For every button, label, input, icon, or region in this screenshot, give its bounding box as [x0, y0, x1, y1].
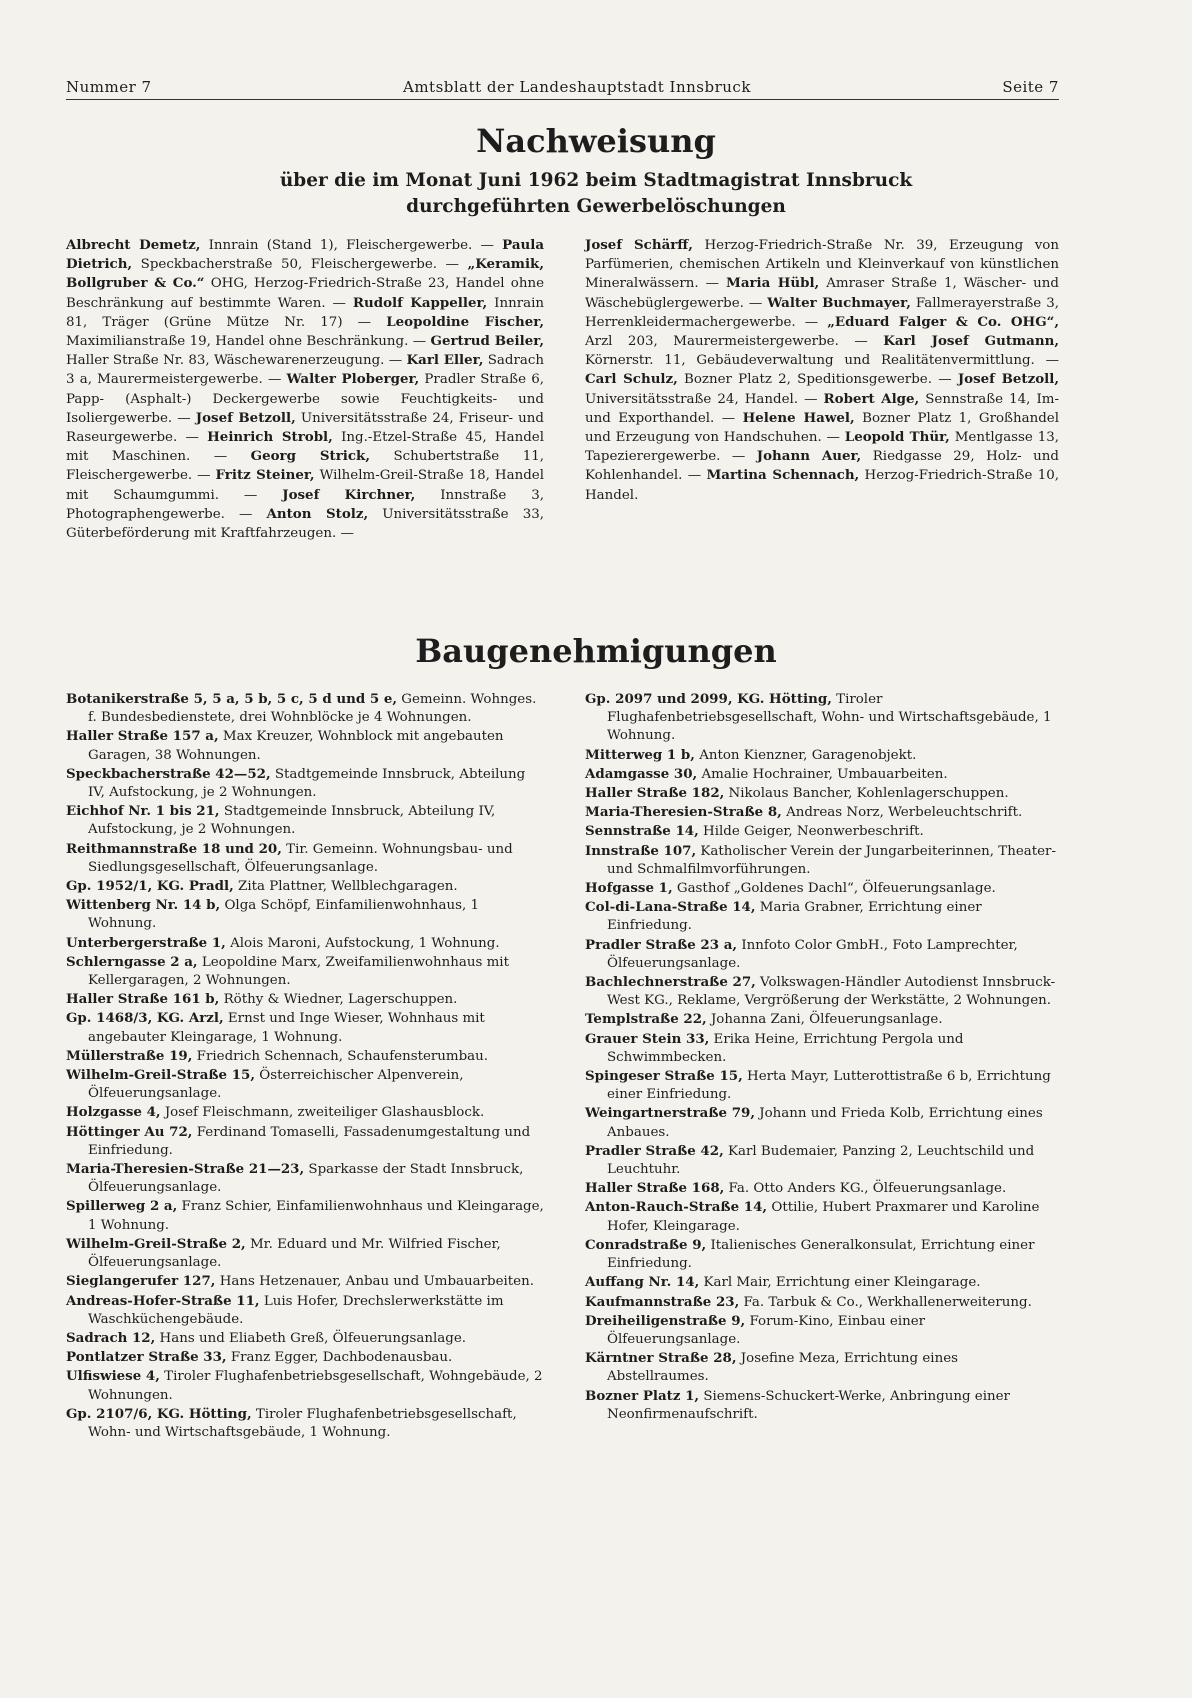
- delisted-business-details: Innstraße 3, Photographengewerbe. —: [66, 487, 544, 522]
- baugenehmigungen-column-right: [585, 690, 1059, 1424]
- permit-location: Bozner Platz 1,: [585, 1387, 700, 1404]
- permit-details: Josef Fleischmann, zweiteiliger Glashausblock.: [160, 1105, 485, 1121]
- permit-details: Franz Egger, Dachbodenausbau.: [226, 1350, 453, 1366]
- delisted-business-name: „Eduard Falger & Co. OHG“,: [827, 313, 1059, 330]
- delisted-business-details: Universitätsstraße 24, Friseur- und Raseurgewerbe. —: [66, 410, 544, 446]
- permit-entry: [585, 746, 1059, 765]
- delisted-business-name: Paula Dietrich,: [66, 237, 545, 273]
- permit-details: Ernst und Inge Wieser, Wohnhaus mit angebauter Kleingarage, 1 Wohnung.: [88, 1011, 485, 1045]
- permit-entry: [66, 1103, 544, 1122]
- permit-entry: [585, 1293, 1059, 1312]
- delisted-business-name: Josef Schärff,: [585, 237, 693, 253]
- permit-location: Wilhelm-Greil-Straße 2,: [66, 1235, 246, 1252]
- permit-location: Kaufmannstraße 23,: [585, 1293, 740, 1310]
- delisted-business-details: Mentlgasse 13, Tapezierergewerbe. —: [585, 430, 1059, 465]
- permit-entry: [585, 1236, 1059, 1273]
- permit-location: Andreas-Hofer-Straße 11,: [66, 1292, 260, 1309]
- permit-details: Siemens-Schuckert-Werke, Anbringung einer Neonfirmenaufschrift.: [607, 1388, 1010, 1422]
- permit-location: Holzgasse 4,: [66, 1104, 161, 1121]
- permit-location: Speckbacherstraße 42—52,: [66, 765, 271, 782]
- permit-entry: [66, 1367, 544, 1404]
- permit-entry: [66, 727, 544, 764]
- permit-details: Johanna Zani, Ölfeuerungsanlage.: [706, 1012, 943, 1028]
- permit-location: Sadrach 12,: [66, 1329, 156, 1346]
- delisted-business-details: Sadrach 3 a, Maurermeistergewerbe. —: [66, 353, 544, 388]
- permit-details: Johann und Frieda Kolb, Errichtung eines Anbaues.: [607, 1106, 1043, 1140]
- section-title-baugenehmigungen: Baugenehmigungen: [415, 632, 777, 670]
- permit-details: Herta Mayr, Lutterottistraße 6 b, Errichtung einer Einfriedung.: [607, 1069, 1051, 1103]
- delisted-business-details: Bozner Platz 2, Speditionsgewerbe. —: [677, 372, 958, 388]
- permit-entry: [66, 1348, 544, 1367]
- permit-details: Andreas Norz, Werbeleuchtschrift.: [781, 805, 1023, 821]
- permit-details: Karl Mair, Errichtung einer Kleingarage.: [699, 1275, 981, 1291]
- permit-entry: [66, 1272, 544, 1291]
- permit-details: Leopoldine Marx, Zweifamilienwohnhaus mit Kellergaragen, 2 Wohnungen.: [88, 954, 509, 989]
- permit-entry: [66, 1405, 544, 1442]
- permit-details: Volkswagen-Händler Autodienst Innsbruck-West KG., Reklame, Vergrößerung der Werkstätte, 2 Wohnungen.: [607, 975, 1056, 1009]
- permit-details: Forum-Kino, Einbau einer Ölfeuerungsanlage.: [607, 1313, 926, 1347]
- delisted-business-details: Amraser Straße 1, Wäscher- und Wäschebüglergewerbe. —: [585, 276, 1059, 311]
- permit-location: Müllerstraße 19,: [66, 1047, 193, 1064]
- permit-details: Maria Grabner, Errichtung einer Einfriedung.: [607, 900, 982, 934]
- permit-details: Gasthof „Goldenes Dachl“, Ölfeuerungsanlage.: [672, 881, 996, 897]
- delisted-business-name: Heinrich Strobl,: [207, 429, 333, 446]
- permit-entry: [585, 1030, 1059, 1067]
- permit-entry: [585, 690, 1059, 746]
- baugenehmigungen-column-left: [66, 690, 544, 1442]
- permit-details: Erika Heine, Errichtung Pergola und Schwimmbecken.: [607, 1031, 964, 1065]
- permit-details: Friedrich Schennach, Schaufensterumbau.: [192, 1048, 489, 1064]
- permit-entry: [66, 934, 544, 953]
- page-number: Seite 7: [1002, 78, 1059, 96]
- delisted-business-details: Speckbacherstraße 50, Fleischergewerbe. —: [132, 257, 468, 273]
- permit-location: Gp. 2097 und 2099, KG. Hötting,: [585, 691, 832, 707]
- permit-entry: [66, 1160, 544, 1197]
- permit-location: Maria-Theresien-Straße 8,: [585, 804, 782, 821]
- permit-details: Zita Plattner, Wellblechgaragen.: [233, 879, 458, 895]
- delisted-business-name: Maria Hübl,: [726, 275, 820, 292]
- delisted-business-details: Wilhelm-Greil-Straße 18, Handel mit Schaumgummi. —: [66, 468, 545, 503]
- permit-entry: [585, 1273, 1059, 1292]
- permit-details: Tiroler Flughafenbetriebsgesellschaft, Wohn- und Wirtschaftsgebäude, 1 Wohnung.: [88, 1406, 517, 1440]
- permit-entry: [585, 1387, 1059, 1424]
- permit-details: Italienisches Generalkonsulat, Errichtung einer Einfriedung.: [607, 1237, 1035, 1272]
- permit-location: Innstraße 107,: [585, 842, 697, 859]
- permit-location: Gp. 2107/6, KG. Hötting,: [66, 1405, 252, 1422]
- permit-entry: [66, 1329, 544, 1348]
- delisted-business-details: Herzog-Friedrich-Straße 10, Handel.: [585, 468, 1059, 503]
- permit-location: Wittenberg Nr. 14 b,: [66, 897, 221, 914]
- permit-details: Sparkasse der Stadt Innsbruck, Ölfeuerungsanlage.: [88, 1162, 524, 1196]
- permit-location: Hofgasse 1,: [585, 880, 673, 897]
- delisted-business-name: Josef Betzoll,: [195, 409, 296, 426]
- delisted-business-details: Universitätsstraße 33, Güterbeförderung mit Kraftfahrzeugen. —: [66, 506, 545, 542]
- delisted-business-name: Leopoldine Fischer,: [386, 313, 544, 330]
- delisted-business-details: Schubertstraße 11, Fleischergewerbe. —: [66, 449, 544, 484]
- permit-entry: [66, 953, 544, 990]
- permit-location: Spingeser Straße 15,: [585, 1068, 743, 1085]
- section-subtitle-line2: durchgeführten Gewerbelöschungen: [406, 196, 786, 217]
- permit-details: Luis Hofer, Drechslerwerkstätte im Waschküchengebäude.: [88, 1293, 504, 1327]
- permit-entry: [66, 1009, 544, 1046]
- permit-details: Innfoto Color GmbH., Foto Lamprechter, Ölfeuerungsanlage.: [607, 937, 1018, 971]
- section-title-nachweisung: Nachweisung: [476, 122, 716, 160]
- permit-entry: [585, 1179, 1059, 1198]
- permit-location: Pontlatzer Straße 33,: [66, 1349, 227, 1366]
- delisted-business-name: Gertrud Beiler,: [430, 333, 544, 350]
- delisted-business-name: Leopold Thür,: [844, 429, 950, 446]
- permit-location: Weingartnerstraße 79,: [585, 1105, 755, 1122]
- delisted-business-name: Georg Strick,: [250, 448, 370, 465]
- permit-location: Sennstraße 14,: [585, 823, 699, 840]
- nachweisung-column-right: [585, 236, 1059, 505]
- delisted-business-details: Bozner Platz 1, Großhandel und Erzeugung von Handschuhen. —: [585, 410, 1059, 446]
- permit-details: Franz Schier, Einfamilienwohnhaus und Kleingarage, 1 Wohnung.: [88, 1199, 544, 1233]
- delisted-business-name: Walter Ploberger,: [286, 371, 420, 388]
- permit-location: Reithmannstraße 18 und 20,: [66, 840, 282, 857]
- delisted-business-name: Fritz Steiner,: [215, 467, 315, 484]
- permit-details: Röthy & Wiedner, Lagerschuppen.: [219, 992, 458, 1008]
- permit-location: Maria-Theresien-Straße 21—23,: [66, 1161, 305, 1178]
- permit-location: Eichhof Nr. 1 bis 21,: [66, 803, 220, 820]
- permit-location: Haller Straße 161 b,: [66, 991, 220, 1008]
- permit-entry: [585, 1067, 1059, 1104]
- permit-entry: [585, 1312, 1059, 1349]
- delisted-business-details: Sennstraße 14, Im- und Exporthandel. —: [585, 391, 1059, 426]
- permit-entry: [66, 877, 544, 896]
- permit-entry: [585, 803, 1059, 822]
- delisted-business-details: Riedgasse 29, Holz- und Kohlenhandel. —: [585, 449, 1059, 484]
- permit-details: Olga Schöpf, Einfamilienwohnhaus, 1 Wohnung.: [88, 898, 480, 932]
- permit-location: Wilhelm-Greil-Straße 15,: [66, 1067, 256, 1084]
- delisted-business-name: „Keramik, Bollgruber & Co.“: [66, 256, 544, 292]
- permit-details: Hans und Eliabeth Greß, Ölfeuerungsanlage.: [155, 1330, 467, 1346]
- delisted-business-details: Herzog-Friedrich-Straße Nr. 39, Erzeugung von Parfümerien, chemischen Artikeln und Kleinverkauf von künstlichen Mineralwässern. —: [585, 238, 1059, 292]
- permit-entry: [585, 879, 1059, 898]
- delisted-business-details: Maximilianstraße 19, Handel ohne Beschränkung. —: [66, 334, 431, 350]
- permit-entry: [66, 840, 544, 877]
- permit-entry: [585, 973, 1059, 1010]
- permit-location: Schlerngasse 2 a,: [66, 953, 198, 970]
- delisted-business-name: Rudolf Kappeller,: [352, 294, 488, 311]
- permit-details: Josefine Meza, Errichtung eines Abstellraumes.: [607, 1351, 958, 1385]
- permit-entry: [66, 1123, 544, 1160]
- permit-location: Ulfiswiese 4,: [66, 1368, 160, 1385]
- permit-entry: [585, 1198, 1059, 1235]
- permit-location: Pradler Straße 42,: [585, 1142, 724, 1159]
- delisted-business-name: Robert Alge,: [823, 390, 920, 407]
- delisted-business-name: Martina Schennach,: [706, 467, 860, 484]
- permit-details: Stadtgemeinde Innsbruck, Abteilung IV, Aufstockung, je 2 Wohnungen.: [88, 804, 496, 838]
- permit-location: Spillerweg 2 a,: [66, 1198, 178, 1215]
- delisted-business-name: Anton Stolz,: [266, 505, 369, 522]
- permit-details: Fa. Otto Anders KG., Ölfeuerungsanlage.: [724, 1181, 1007, 1197]
- delisted-business-name: Josef Betzoll,: [957, 371, 1059, 388]
- permit-entry: [66, 1066, 544, 1103]
- permit-location: Gp. 1952/1, KG. Pradl,: [66, 878, 234, 895]
- permit-entry: [66, 1197, 544, 1234]
- delisted-business-name: Carl Schulz,: [585, 371, 678, 388]
- permit-entry: [66, 690, 544, 727]
- permit-details: Karl Budemaier, Panzing 2, Leuchtschild und Leuchtuhr.: [607, 1143, 1035, 1178]
- permit-entry: [585, 1104, 1059, 1141]
- nachweisung-column-left: [66, 236, 544, 543]
- permit-entry: [585, 822, 1059, 841]
- permit-details: Mr. Eduard und Mr. Wilfried Fischer, Ölfeuerungsanlage.: [88, 1236, 501, 1271]
- delisted-business-details: Haller Straße Nr. 83, Wäschewarenerzeugung. —: [66, 353, 407, 369]
- permit-details: Amalie Hochrainer, Umbauarbeiten.: [697, 766, 948, 782]
- delisted-business-details: OHG, Herzog-Friedrich-Straße 23, Handel ohne Beschränkung auf bestimmte Waren. —: [66, 276, 544, 311]
- delisted-business-details: Innrain (Stand 1), Fleischergewerbe. —: [200, 238, 503, 253]
- permit-details: Katholischer Verein der Jungarbeiterinnen, Theater- und Schmalfilmvorführungen.: [607, 843, 1056, 877]
- permit-location: Grauer Stein 33,: [585, 1030, 710, 1047]
- permit-location: Templstraße 22,: [585, 1011, 707, 1028]
- permit-entry: [66, 896, 544, 933]
- permit-entry: [66, 1235, 544, 1272]
- delisted-business-name: Helene Hawel,: [742, 409, 855, 426]
- permit-location: Pradler Straße 23 a,: [585, 936, 738, 953]
- delisted-business-name: Karl Josef Gutmann,: [883, 333, 1059, 350]
- permit-location: Sieglangerufer 127,: [66, 1273, 216, 1290]
- delisted-business-details: Fallmerayerstraße 3, Herrenkleidermachergewerbe. —: [585, 295, 1059, 330]
- delisted-business-details: Universitätsstraße 24, Handel. —: [585, 391, 824, 407]
- permit-location: Botanikerstraße 5, 5 a, 5 b, 5 c, 5 d und 5 e,: [66, 691, 397, 707]
- permit-details: Hilde Geiger, Neonwerbeschrift.: [698, 824, 924, 840]
- permit-entry: [66, 1292, 544, 1329]
- permit-details: Tir. Gemeinn. Wohnungsbau- und Siedlungsgesellschaft, Ölfeuerungsanlage.: [88, 841, 513, 875]
- permit-details: Ottilie, Hubert Praxmarer und Karoline Hofer, Kleingarage.: [607, 1200, 1040, 1234]
- permit-entry: [585, 936, 1059, 973]
- delisted-business-details: Ing.-Etzel-Straße 45, Handel mit Maschinen. —: [66, 430, 544, 465]
- permit-location: Haller Straße 157 a,: [66, 728, 219, 745]
- permit-location: Haller Straße 168,: [585, 1180, 725, 1197]
- permit-details: Tiroler Flughafenbetriebsgesellschaft, Wohn- und Wirtschaftsgebäude, 1 Wohnung.: [607, 692, 1052, 744]
- permit-entry: [585, 898, 1059, 935]
- delisted-business-details: Innrain 81, Träger (Grüne Mütze Nr. 17) —: [66, 295, 545, 330]
- publication-title: Amtsblatt der Landeshauptstadt Innsbruck: [402, 78, 751, 96]
- issue-number: Nummer 7: [66, 78, 152, 96]
- delisted-business-name: Josef Kirchner,: [282, 486, 416, 503]
- permit-details: Stadtgemeinde Innsbruck, Abteilung IV, Aufstockung, je 2 Wohnungen.: [88, 766, 526, 801]
- permit-location: Mitterweg 1 b,: [585, 746, 695, 763]
- permit-location: Anton-Rauch-Straße 14,: [585, 1199, 768, 1216]
- permit-location: Dreiheiligenstraße 9,: [585, 1312, 746, 1329]
- delisted-business-name: Walter Buchmayer,: [767, 294, 911, 311]
- delisted-business-name: Albrecht Demetz,: [66, 237, 201, 253]
- delisted-business-name: Johann Auer,: [756, 448, 862, 465]
- permit-location: Kärntner Straße 28,: [585, 1350, 737, 1367]
- permit-entry: [585, 784, 1059, 803]
- page-header: [66, 74, 1059, 100]
- permit-entry: [585, 842, 1059, 879]
- permit-entry: [66, 990, 544, 1009]
- permit-details: Gemeinn. Wohnges. f. Bundesbedienstete, drei Wohnblöcke je 4 Wohnungen.: [88, 692, 537, 726]
- permit-entry: [585, 1349, 1059, 1386]
- permit-location: Haller Straße 182,: [585, 785, 725, 802]
- permit-details: Fa. Tarbuk & Co., Werkhallenerweiterung.: [739, 1294, 1032, 1310]
- permit-details: Nikolaus Bancher, Kohlenlagerschuppen.: [724, 786, 1009, 802]
- section-subtitle-line1: über die im Monat Juni 1962 beim Stadtmagistrat Innsbruck: [279, 170, 913, 191]
- permit-details: Tiroler Flughafenbetriebsgesellschaft, Wohngebäude, 2 Wohnungen.: [88, 1369, 543, 1403]
- permit-entry: [585, 1142, 1059, 1179]
- permit-details: Alois Maroni, Aufstockung, 1 Wohnung.: [225, 935, 500, 951]
- permit-entry: [66, 802, 544, 839]
- permit-entry: [66, 1047, 544, 1066]
- header-rule: [66, 99, 1059, 100]
- permit-location: Col-di-Lana-Straße 14,: [585, 899, 756, 916]
- permit-details: Österreichischer Alpenverein, Ölfeuerungsanlage.: [88, 1068, 464, 1102]
- delisted-business-details: Arzl 203, Maurermeistergewerbe. —: [585, 334, 884, 350]
- permit-location: Bachlechnerstraße 27,: [585, 974, 756, 991]
- permit-location: Gp. 1468/3, KG. Arzl,: [66, 1010, 224, 1027]
- permit-location: Unterbergerstraße 1,: [66, 934, 226, 951]
- permit-details: Ferdinand Tomaselli, Fassadenumgestaltung und Einfriedung.: [88, 1124, 531, 1158]
- permit-details: Anton Kienzner, Garagenobjekt.: [694, 747, 917, 763]
- permit-location: Adamgasse 30,: [585, 765, 698, 782]
- permit-details: Max Kreuzer, Wohnblock mit angebauten Garagen, 38 Wohnungen.: [88, 729, 504, 763]
- delisted-business-details: Körnerstr. 11, Gebäudeverwaltung und Realitätenvermittlung. —: [585, 353, 1059, 369]
- permit-entry: [66, 765, 544, 802]
- permit-location: Höttinger Au 72,: [66, 1123, 193, 1140]
- permit-location: Conradstraße 9,: [585, 1236, 707, 1253]
- delisted-business-details: Pradler Straße 6, Papp- (Asphalt-) Deckergewerbe sowie Feuchtigkeits- und Isoliergewerbe. —: [66, 372, 544, 426]
- permit-entry: [585, 765, 1059, 784]
- delisted-business-name: Karl Eller,: [406, 352, 484, 369]
- permit-location: Auffang Nr. 14,: [585, 1274, 700, 1291]
- permit-entry: [585, 1010, 1059, 1029]
- permit-details: Hans Hetzenauer, Anbau und Umbauarbeiten.: [215, 1274, 534, 1290]
